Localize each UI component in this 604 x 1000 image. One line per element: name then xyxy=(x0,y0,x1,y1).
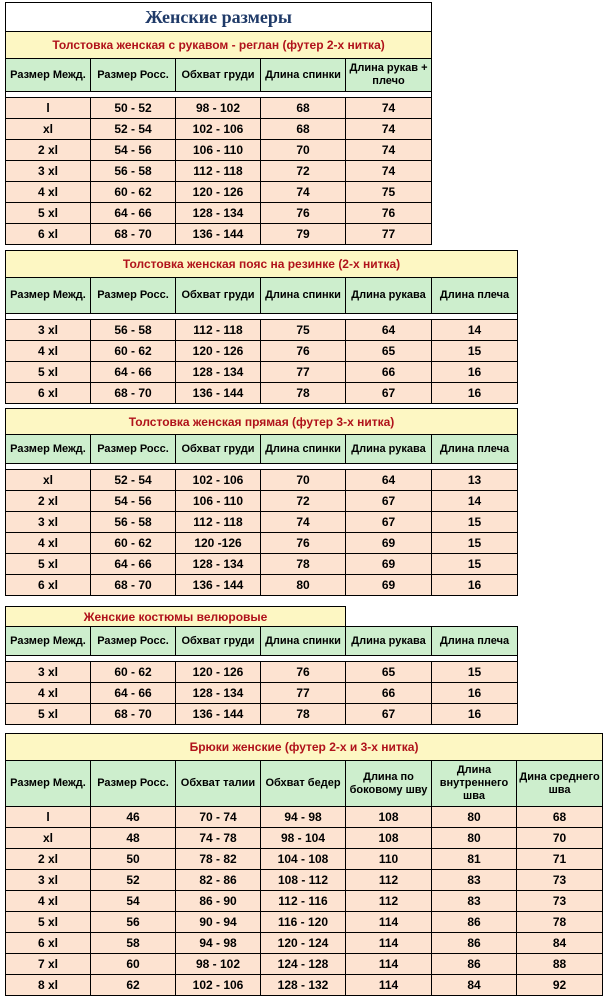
table-cell: 72 xyxy=(261,161,346,182)
table-cell: 2 xl xyxy=(6,491,91,512)
table-cell: 94 - 98 xyxy=(176,933,261,954)
table-cell: 60 - 62 xyxy=(91,533,176,554)
table-cell: 77 xyxy=(346,224,432,245)
table-cell: 3 xl xyxy=(6,870,91,891)
table-cell: 76 xyxy=(346,203,432,224)
table-cell: 136 - 144 xyxy=(176,224,261,245)
column-header: Обхват талии xyxy=(176,761,261,807)
table-row xyxy=(6,704,518,725)
column-header: Размер Росс. xyxy=(91,435,176,464)
table-cell: 98 - 102 xyxy=(176,98,261,119)
table-cell: 64 - 66 xyxy=(91,554,176,575)
table-cell: 108 - 112 xyxy=(261,870,346,891)
table-title: Толстовка женская с рукавом - реглан (футер 2-х нитка) xyxy=(6,32,432,59)
table-cell: 67 xyxy=(346,491,432,512)
table-cell: 56 - 58 xyxy=(91,512,176,533)
table-cell: 128 - 134 xyxy=(176,362,261,383)
column-header: Обхват груди xyxy=(176,627,261,656)
column-header: Длина внутреннего шва xyxy=(432,761,517,807)
table-row xyxy=(6,203,432,224)
table-cell: 3 xl xyxy=(6,512,91,533)
table-body xyxy=(6,470,518,596)
table-cell: 114 xyxy=(346,912,432,933)
table-cell: 82 - 86 xyxy=(176,870,261,891)
column-header: Длина рукава xyxy=(346,435,432,464)
table-cell: 128 - 134 xyxy=(176,554,261,575)
table-cell: 92 xyxy=(517,975,603,996)
table-title: Брюки женские (футер 2-х и 3-х нитка) xyxy=(6,734,603,761)
table-cell: 54 xyxy=(91,891,176,912)
table-row xyxy=(6,470,518,491)
column-header: Размер Межд. xyxy=(6,435,91,464)
table-cell: 88 xyxy=(517,954,603,975)
table-cell: 15 xyxy=(432,512,518,533)
table-cell: 2 xl xyxy=(6,849,91,870)
table-row xyxy=(6,575,518,596)
table-row xyxy=(6,807,603,828)
table-cell: 68 - 70 xyxy=(91,224,176,245)
size-table-straight xyxy=(5,408,518,596)
column-header: Размер Межд. xyxy=(6,627,91,656)
table-cell: 52 - 54 xyxy=(91,119,176,140)
table-cell: 78 xyxy=(261,704,346,725)
table-cell: 120 - 126 xyxy=(176,662,261,683)
table-cell: 52 xyxy=(91,870,176,891)
table-cell: 78 xyxy=(261,554,346,575)
table-cell: 74 - 78 xyxy=(176,828,261,849)
table-cell: 128 - 132 xyxy=(261,975,346,996)
table-cell: 50 - 52 xyxy=(91,98,176,119)
table-cell: 77 xyxy=(261,683,346,704)
table-cell: 64 xyxy=(346,320,432,341)
table-cell: 136 - 144 xyxy=(176,575,261,596)
table-cell: 68 xyxy=(517,807,603,828)
table-row xyxy=(6,554,518,575)
table-cell: 3 xl xyxy=(6,662,91,683)
column-header: Обхват груди xyxy=(176,59,261,92)
table-row xyxy=(6,320,518,341)
size-table-pants xyxy=(5,733,603,996)
table-cell: 69 xyxy=(346,533,432,554)
table-cell: 73 xyxy=(517,891,603,912)
table-cell: 74 xyxy=(346,119,432,140)
table-row xyxy=(6,119,432,140)
table-cell: 76 xyxy=(261,533,346,554)
table-cell: 16 xyxy=(432,362,518,383)
table-cell: 60 xyxy=(91,954,176,975)
table-cell: 3 xl xyxy=(6,320,91,341)
table-row xyxy=(6,161,432,182)
table-cell: 70 xyxy=(517,828,603,849)
table-cell: 64 - 66 xyxy=(91,203,176,224)
table-row xyxy=(6,662,518,683)
table-cell: 64 - 66 xyxy=(91,362,176,383)
table-title: Женские костюмы велюровые xyxy=(6,607,346,627)
table-cell: 112 - 118 xyxy=(176,161,261,182)
table-row xyxy=(6,362,518,383)
table-body xyxy=(6,662,518,725)
table-cell: 67 xyxy=(346,704,432,725)
table-cell: 104 - 108 xyxy=(261,849,346,870)
table-cell: 58 xyxy=(91,933,176,954)
table-cell: 68 - 70 xyxy=(91,575,176,596)
table-cell: 86 xyxy=(432,912,517,933)
table-cell: 16 xyxy=(432,383,518,404)
table-cell: 75 xyxy=(261,320,346,341)
table-title: Толстовка женская пояс на резинке (2-х нитка) xyxy=(6,251,518,278)
table-cell: 74 xyxy=(261,512,346,533)
page-title: Женские размеры xyxy=(6,3,432,32)
table-cell: 102 - 106 xyxy=(176,119,261,140)
table-cell: 70 - 74 xyxy=(176,807,261,828)
table-cell: 128 - 134 xyxy=(176,683,261,704)
table-row xyxy=(6,140,432,161)
table-cell: 67 xyxy=(346,383,432,404)
table-cell: 8 xl xyxy=(6,975,91,996)
column-header: Обхват груди xyxy=(176,435,261,464)
table-cell: 66 xyxy=(346,683,432,704)
table-cell: 50 xyxy=(91,849,176,870)
table-cell: 60 - 62 xyxy=(91,662,176,683)
table-cell: 68 xyxy=(261,98,346,119)
table-row xyxy=(6,849,603,870)
table-cell: 112 - 116 xyxy=(261,891,346,912)
table-cell: 70 xyxy=(261,470,346,491)
table-body xyxy=(6,98,432,245)
table-cell: 56 - 58 xyxy=(91,320,176,341)
table-cell: 60 - 62 xyxy=(91,341,176,362)
table-cell: 6 xl xyxy=(6,224,91,245)
table-row xyxy=(6,98,432,119)
size-table-velour-suits xyxy=(5,606,518,725)
table-cell: 4 xl xyxy=(6,683,91,704)
table-cell: 86 - 90 xyxy=(176,891,261,912)
table-title: Толстовка женская прямая (футер 3-х нитка) xyxy=(6,409,518,435)
table-row xyxy=(6,683,518,704)
column-header: Обхват груди xyxy=(176,278,261,314)
table-cell: 136 - 144 xyxy=(176,383,261,404)
table-row xyxy=(6,870,603,891)
table-cell: 76 xyxy=(261,203,346,224)
table-cell: 54 - 56 xyxy=(91,140,176,161)
table-row xyxy=(6,975,603,996)
table-cell: 114 xyxy=(346,975,432,996)
table-cell: 14 xyxy=(432,320,518,341)
table-cell: 64 - 66 xyxy=(91,683,176,704)
table-cell: 86 xyxy=(432,954,517,975)
table-cell: 5 xl xyxy=(6,362,91,383)
table-row xyxy=(6,383,518,404)
table-cell: 98 - 102 xyxy=(176,954,261,975)
table-cell: 80 xyxy=(432,807,517,828)
column-header: Размер Межд. xyxy=(6,278,91,314)
column-header: Размер Росс. xyxy=(91,627,176,656)
table-cell: xl xyxy=(6,828,91,849)
column-header: Длина спинки xyxy=(261,435,346,464)
table-cell: 56 - 58 xyxy=(91,161,176,182)
table-cell: 80 xyxy=(432,828,517,849)
table-cell: 102 - 106 xyxy=(176,975,261,996)
column-header: Длина плеча xyxy=(432,278,518,314)
table-cell: 67 xyxy=(346,512,432,533)
table-cell: 68 - 70 xyxy=(91,383,176,404)
table-cell: 77 xyxy=(261,362,346,383)
table-row xyxy=(6,828,603,849)
table-cell: 15 xyxy=(432,341,518,362)
table-row xyxy=(6,491,518,512)
table-cell: 74 xyxy=(346,98,432,119)
table-cell: 120 -126 xyxy=(176,533,261,554)
table-cell: 112 - 118 xyxy=(176,512,261,533)
table-cell: 69 xyxy=(346,575,432,596)
table-cell: 5 xl xyxy=(6,912,91,933)
table-cell: xl xyxy=(6,119,91,140)
column-header: Длина плеча xyxy=(432,627,518,656)
column-header: Длина спинки xyxy=(261,278,346,314)
table-cell: 4 xl xyxy=(6,182,91,203)
table-cell: 112 - 118 xyxy=(176,320,261,341)
table-row xyxy=(6,182,432,203)
table-cell: 48 xyxy=(91,828,176,849)
table-body xyxy=(6,320,518,404)
table-cell: 78 xyxy=(261,383,346,404)
table-cell: 94 - 98 xyxy=(261,807,346,828)
column-header: Размер Росс. xyxy=(91,761,176,807)
table-cell: 16 xyxy=(432,704,518,725)
table-cell: 73 xyxy=(517,870,603,891)
table-cell: 120 - 126 xyxy=(176,341,261,362)
column-header: Дина среднего шва xyxy=(517,761,603,807)
table-row xyxy=(6,912,603,933)
column-header: Размер Росс. xyxy=(91,59,176,92)
table-cell: 83 xyxy=(432,891,517,912)
table-cell: 86 xyxy=(432,933,517,954)
table-cell: 114 xyxy=(346,933,432,954)
table-cell: 69 xyxy=(346,554,432,575)
table-cell: 4 xl xyxy=(6,533,91,554)
table-cell: 6 xl xyxy=(6,575,91,596)
column-header: Длина спинки xyxy=(261,59,346,92)
table-cell: 7 xl xyxy=(6,954,91,975)
table-cell: 54 - 56 xyxy=(91,491,176,512)
column-header: Длина по боковому шву xyxy=(346,761,432,807)
title-spacer xyxy=(346,607,518,627)
table-cell: 74 xyxy=(346,140,432,161)
table-cell: 84 xyxy=(432,975,517,996)
column-header: Длина рукава xyxy=(346,627,432,656)
table-cell: 5 xl xyxy=(6,203,91,224)
column-header: Длина рукав + плечо xyxy=(346,59,432,92)
table-cell: 68 - 70 xyxy=(91,704,176,725)
column-header: Длина плеча xyxy=(432,435,518,464)
table-cell: 106 - 110 xyxy=(176,140,261,161)
table-row xyxy=(6,512,518,533)
column-header: Длина рукава xyxy=(346,278,432,314)
table-cell: 15 xyxy=(432,554,518,575)
table-cell: 64 xyxy=(346,470,432,491)
table-cell: 120 - 126 xyxy=(176,182,261,203)
table-cell: 5 xl xyxy=(6,554,91,575)
table-cell: xl xyxy=(6,470,91,491)
size-table-elastic-waist xyxy=(5,250,518,404)
table-cell: 116 - 120 xyxy=(261,912,346,933)
table-cell: 136 - 144 xyxy=(176,704,261,725)
table-cell: 112 xyxy=(346,891,432,912)
table-cell: 108 xyxy=(346,807,432,828)
table-cell: 79 xyxy=(261,224,346,245)
table-cell: 106 - 110 xyxy=(176,491,261,512)
table-cell: 4 xl xyxy=(6,341,91,362)
table-cell: 66 xyxy=(346,362,432,383)
table-cell: 78 xyxy=(517,912,603,933)
table-cell: 52 - 54 xyxy=(91,470,176,491)
table-cell: 128 - 134 xyxy=(176,203,261,224)
table-body xyxy=(6,807,603,996)
table-cell: l xyxy=(6,98,91,119)
table-cell: 5 xl xyxy=(6,704,91,725)
table-cell: 14 xyxy=(432,491,518,512)
table-cell: 112 xyxy=(346,870,432,891)
table-cell: 68 xyxy=(261,119,346,140)
table-cell: 65 xyxy=(346,662,432,683)
size-table-raglan xyxy=(5,2,432,245)
table-cell: l xyxy=(6,807,91,828)
table-cell: 13 xyxy=(432,470,518,491)
table-cell: 56 xyxy=(91,912,176,933)
table-cell: 84 xyxy=(517,933,603,954)
table-cell: 108 xyxy=(346,828,432,849)
table-cell: 120 - 124 xyxy=(261,933,346,954)
table-cell: 76 xyxy=(261,341,346,362)
table-cell: 80 xyxy=(261,575,346,596)
table-cell: 65 xyxy=(346,341,432,362)
table-row xyxy=(6,954,603,975)
table-cell: 90 - 94 xyxy=(176,912,261,933)
table-cell: 62 xyxy=(91,975,176,996)
table-cell: 74 xyxy=(261,182,346,203)
table-cell: 83 xyxy=(432,870,517,891)
table-cell: 76 xyxy=(261,662,346,683)
table-cell: 81 xyxy=(432,849,517,870)
table-cell: 102 - 106 xyxy=(176,470,261,491)
table-cell: 4 xl xyxy=(6,891,91,912)
table-cell: 110 xyxy=(346,849,432,870)
column-header: Обхват бедер xyxy=(261,761,346,807)
table-cell: 114 xyxy=(346,954,432,975)
column-header: Размер Межд. xyxy=(6,761,91,807)
table-cell: 15 xyxy=(432,662,518,683)
column-header: Длина спинки xyxy=(261,627,346,656)
table-cell: 2 xl xyxy=(6,140,91,161)
table-row xyxy=(6,891,603,912)
table-cell: 124 - 128 xyxy=(261,954,346,975)
column-header: Размер Росс. xyxy=(91,278,176,314)
table-cell: 46 xyxy=(91,807,176,828)
table-cell: 16 xyxy=(432,683,518,704)
table-cell: 16 xyxy=(432,575,518,596)
table-cell: 3 xl xyxy=(6,161,91,182)
table-cell: 78 - 82 xyxy=(176,849,261,870)
table-cell: 6 xl xyxy=(6,933,91,954)
table-cell: 60 - 62 xyxy=(91,182,176,203)
table-cell: 15 xyxy=(432,533,518,554)
table-row xyxy=(6,933,603,954)
table-cell: 70 xyxy=(261,140,346,161)
column-header: Размер Межд. xyxy=(6,59,91,92)
table-cell: 98 - 104 xyxy=(261,828,346,849)
table-row xyxy=(6,341,518,362)
table-cell: 74 xyxy=(346,161,432,182)
table-cell: 71 xyxy=(517,849,603,870)
table-row xyxy=(6,533,518,554)
table-cell: 72 xyxy=(261,491,346,512)
table-row xyxy=(6,224,432,245)
table-cell: 6 xl xyxy=(6,383,91,404)
table-cell: 75 xyxy=(346,182,432,203)
